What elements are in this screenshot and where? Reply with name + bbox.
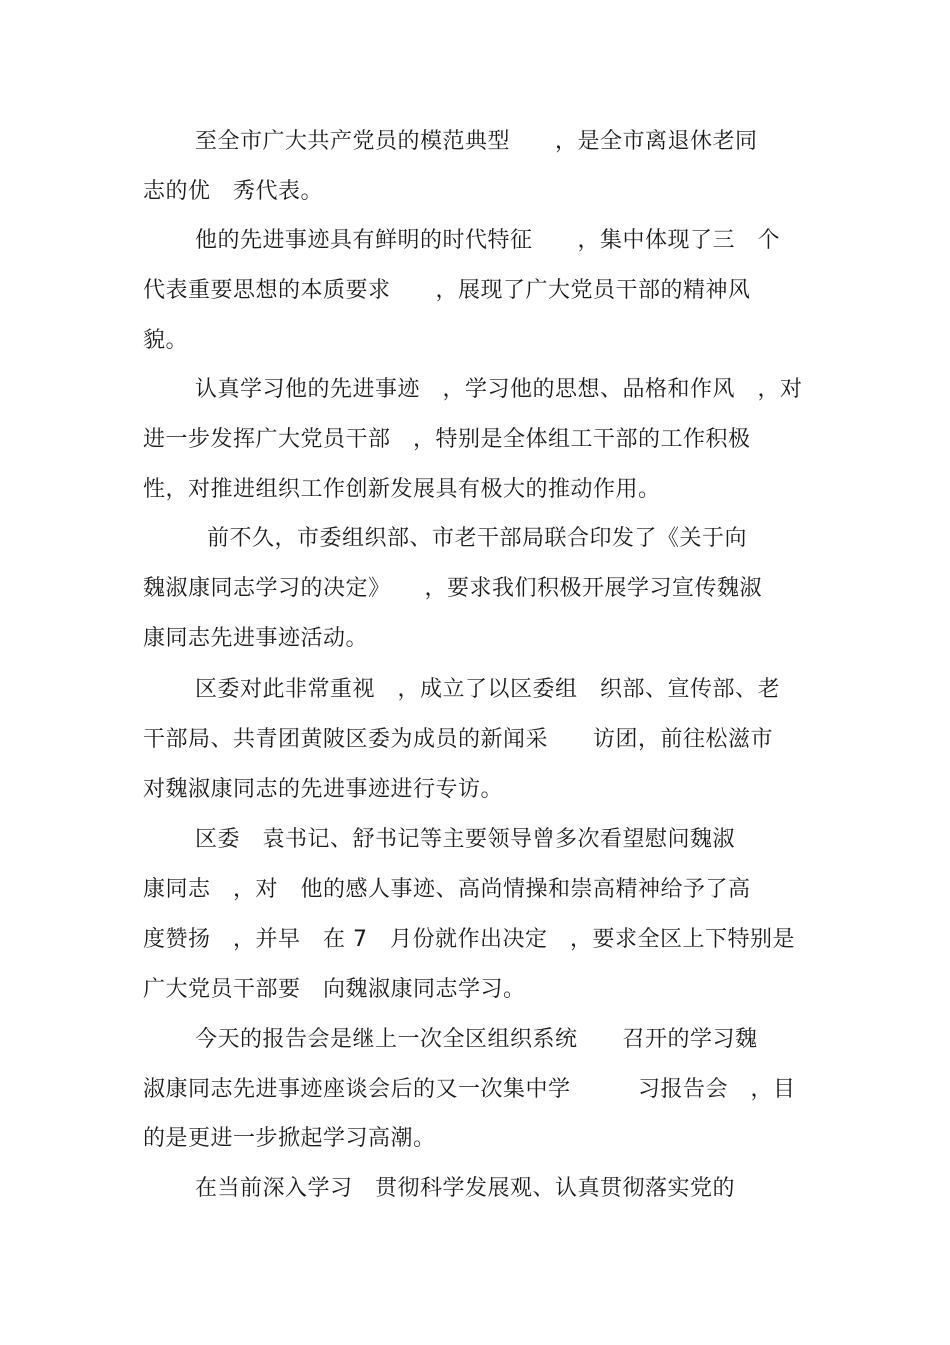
- text-line: 对魏淑康同志的先进事迹进行专访。: [143, 777, 504, 802]
- text-line: 代表重要思想的本质要求 ，展现了广大党员干部的精神风: [143, 278, 751, 303]
- text-line: 康同志 ，对 他的感人事迹、高尚情操和崇高精神给予了高: [143, 877, 751, 902]
- text-line: 他的先进事迹具有鲜明的时代特征 ，集中体现了三 个: [195, 228, 781, 253]
- text-line: 前不久，市委组织部、市老干部局联合印发了《关于向: [207, 526, 748, 551]
- text-line: 认真学习他的先进事迹 ，学习他的思想、品格和作风 ，对: [195, 377, 803, 402]
- text-line: 区委 袁书记、舒书记等主要领导曾多次看望慰问魏淑: [195, 827, 736, 852]
- text-line: 的是更进一步掀起学习高潮。: [143, 1126, 436, 1151]
- text-line: 魏淑康同志学习的决定》 ，要求我们积极开展学习宣传魏淑: [143, 576, 763, 601]
- text-line: 区委对此非常重视 ，成立了以区委组 织部、宣传部、老: [195, 677, 781, 702]
- text-line: 康同志先进事迹活动。: [143, 626, 369, 651]
- text-line: 度赞扬 ，并早 在 7 月份就作出决定 ，要求全区上下特别是: [143, 927, 795, 952]
- text-line: 广大党员干部要 向魏淑康同志学习。: [143, 977, 526, 1002]
- text-line: 进一步发挥广大党员干部 ，特别是全体组工干部的工作积极: [143, 427, 751, 452]
- text-line: 志的优 秀代表。: [143, 179, 324, 204]
- text-line: 淑康同志先进事迹座谈会后的又一次集中学 习报告会 ，目: [143, 1077, 796, 1102]
- text-line: 在当前深入学习 贯彻科学发展观、认真贯彻落实党的: [195, 1176, 736, 1201]
- text-line: 貌。: [143, 328, 189, 353]
- text-line: 性，对推进组织工作创新发展具有极大的推动作用。: [143, 477, 661, 502]
- text-line: 干部局、共青团黄陂区委为成员的新闻采 访团，前往松滋市: [143, 727, 774, 752]
- text-line: 至全市广大共产党员的模范典型 ，是全市离退休老同: [195, 129, 758, 154]
- text-line: 今天的报告会是继上一次全区组织系统 召开的学习魏: [195, 1027, 758, 1052]
